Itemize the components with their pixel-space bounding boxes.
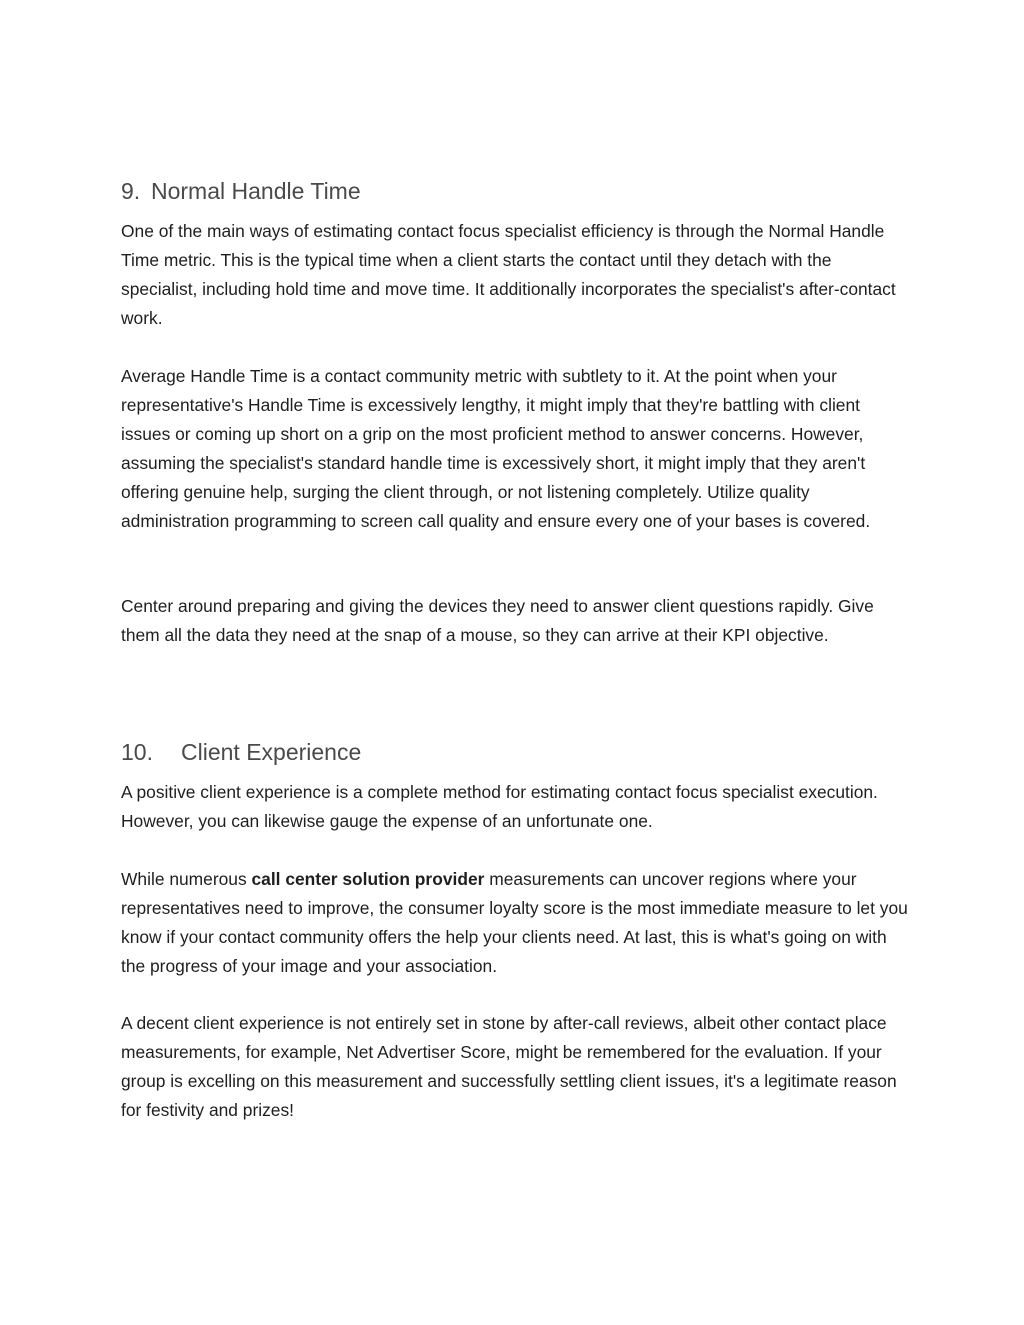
paragraph-text: measurements can uncover regions where your representatives need to improve, the consumer loyalty score is the most immediate measure to let you know if your contact community offers the help your clients need. At last, this is what's going on with the progress of your image and your association. <box>121 869 908 976</box>
section-9-paragraph-3: Center around preparing and giving the devices they need to answer client questions rapidly. Give them all the data they need at the snap of a mouse, so they can arrive at their KPI objective. <box>121 596 874 645</box>
call-center-solution-provider-text: call center solution provider <box>251 869 485 889</box>
section-9-title: Normal Handle Time <box>151 178 361 204</box>
section-9-heading <box>121 176 361 206</box>
section-10-paragraph-1: A positive client experience is a complete method for estimating contact focus specialist execution. However, you can likewise gauge the expense of an unfortunate one. <box>121 782 878 831</box>
section-9-number: 9. <box>121 178 141 204</box>
section-10-number: 10. <box>121 739 153 765</box>
section-10-paragraph-3: A decent client experience is not entirely set in stone by after-call reviews, albeit other contact place measurements, for example, Net Advertiser Score, might be remembered for the evaluation. If your group is excelling on this measurement and successfully settling client issues, it's a legitimate reason for festivity and prizes! <box>121 1013 897 1120</box>
section-9-paragraph-1: One of the main ways of estimating contact focus specialist efficiency is through the Normal Handle Time metric. This is the typical time when a client starts the contact until they detach with the specialist, including hold time and move time. It additionally incorporates the specialist's after-contact work. <box>121 221 896 328</box>
section-10-paragraph-2 <box>121 865 911 981</box>
section-10-heading <box>121 737 361 767</box>
paragraph-text: While numerous <box>121 869 252 889</box>
section-10-title: Client Experience <box>181 739 362 765</box>
section-9-paragraph-2: Average Handle Time is a contact community metric with subtlety to it. At the point when your representative's Handle Time is excessively lengthy, it might imply that they're battling with client issues or coming up short on a grip on the most proficient method to answer concerns. However, assuming the specialist's standard handle time is excessively short, it might imply that they aren't offering genuine help, surging the client through, or not listening completely. Utilize quality administration programming to screen call quality and ensure every one of your bases is covered. <box>121 366 871 531</box>
